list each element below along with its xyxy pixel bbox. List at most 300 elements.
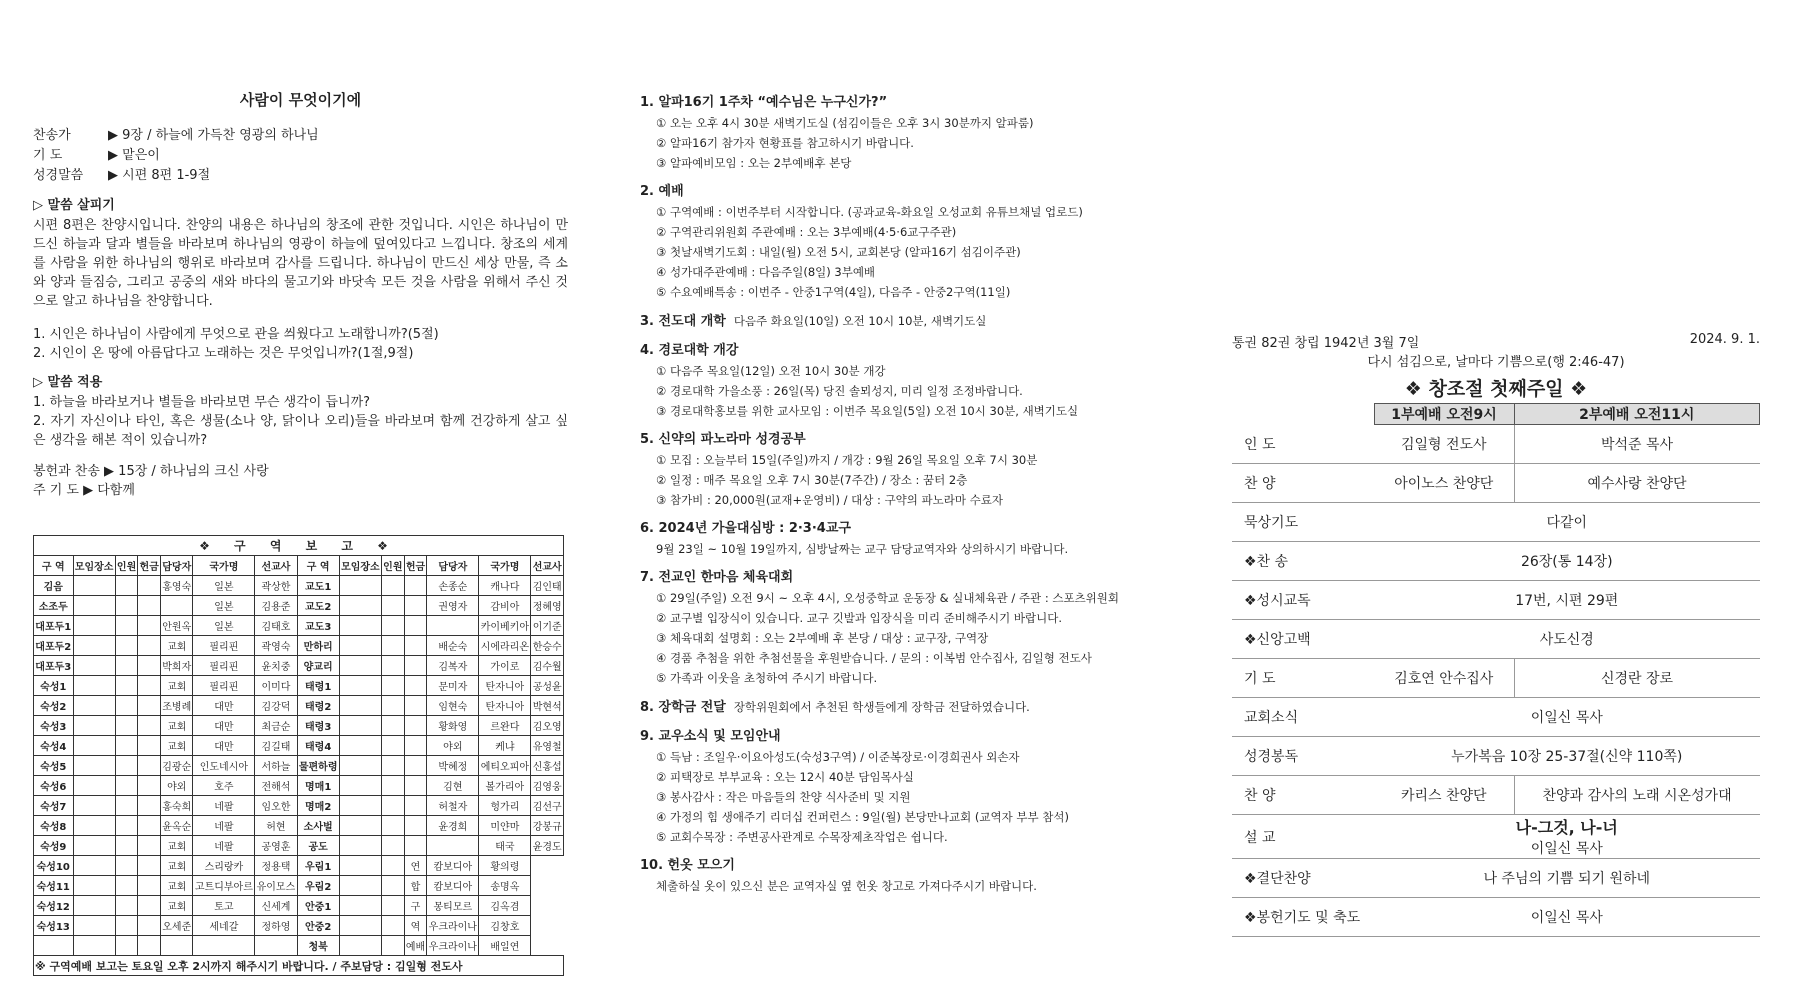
announcement-heading (640, 93, 1195, 113)
table-cell: 야외 (161, 776, 193, 796)
table-cell: 김태호 (255, 616, 297, 636)
table-cell (404, 676, 427, 696)
table-cell (73, 736, 115, 756)
table-cell (404, 796, 427, 816)
table-cell: 태령2 (297, 696, 339, 716)
service-label: 인 도 (1232, 425, 1374, 464)
table-cell: 네팔 (193, 836, 255, 856)
table-cell (73, 676, 115, 696)
table-cell: 양교리 (297, 656, 339, 676)
table-cell (138, 876, 161, 896)
service-row (1232, 737, 1760, 776)
table-row (34, 796, 564, 816)
table-cell: 캄보디아 (427, 876, 479, 896)
service1-header: 1부예배 오전9시 (1374, 404, 1514, 425)
table-cell (138, 676, 161, 696)
table-cell (138, 796, 161, 816)
table-cell (382, 756, 405, 776)
table-cell (115, 836, 138, 856)
announcement-line: ② 피택장로 부부교육 : 오는 12시 40분 담임목사실 (656, 770, 914, 784)
announcement-title: 8. 장학금 전달 (640, 700, 726, 715)
table-cell: 정용택 (255, 856, 297, 876)
table-cell: 최금순 (255, 716, 297, 736)
table-cell: 연 (404, 856, 427, 876)
table-cell (339, 656, 381, 676)
table-cell: 숙성8 (34, 816, 74, 836)
report-header-cell: 선교사 (255, 556, 297, 576)
report-header-cell: 헌금 (404, 556, 427, 576)
service-value-1: 아이노스 찬양단 (1374, 464, 1514, 503)
table-cell (339, 576, 381, 596)
service-value: 나 주님의 기쁨 되기 원하네 (1374, 859, 1760, 898)
hymn-row (33, 126, 568, 146)
table-cell (339, 736, 381, 756)
table-cell (382, 596, 405, 616)
table-cell (115, 716, 138, 736)
table-cell (382, 836, 405, 856)
table-cell: 김광순 (161, 756, 193, 776)
service-label: 설 교 (1232, 815, 1374, 859)
table-cell: 숙성11 (34, 876, 74, 896)
table-cell: 송명옥 (479, 876, 531, 896)
announcement-title: 3. 전도대 개학 (640, 314, 726, 329)
empty-cell (1232, 404, 1374, 425)
table-cell (138, 916, 161, 936)
table-cell: 숙성3 (34, 716, 74, 736)
table-cell: 숙성9 (34, 836, 74, 856)
table-cell: 세네갈 (193, 916, 255, 936)
table-cell: 김음 (34, 576, 74, 596)
table-cell (73, 636, 115, 656)
service-value-2: 박석준 목사 (1514, 425, 1759, 464)
table-cell: 곽영숙 (255, 636, 297, 656)
table-cell: 몽티모르 (427, 896, 479, 916)
announcement-heading (640, 430, 1195, 450)
table-cell (73, 896, 115, 916)
table-cell: 탄자니아 (479, 696, 531, 716)
service-label: ❖성시교독 (1232, 581, 1374, 620)
table-cell: 카이베키아 (479, 616, 531, 636)
table-cell: 김옥겸 (479, 896, 531, 916)
table-cell (73, 816, 115, 836)
table-cell: 우크라이나 (427, 916, 479, 936)
table-cell (404, 836, 427, 856)
table-cell: 필리핀 (193, 636, 255, 656)
table-cell (115, 736, 138, 756)
service-label: 기 도 (1232, 659, 1374, 698)
table-cell (73, 616, 115, 636)
section-heading: ▷ 말씀 적용 (33, 375, 103, 390)
report-header-cell: 선교사 (531, 556, 564, 576)
service-label: ❖신앙고백 (1232, 620, 1374, 659)
announcement-inline: 다음주 화요일(10일) 오전 10시 10분, 새벽기도실 (733, 314, 987, 328)
table-cell (382, 616, 405, 636)
table-cell (382, 896, 405, 916)
table-cell: 물편하령 (297, 756, 339, 776)
announcement-line: ② 경로대학 가을소풍 : 26일(목) 당진 솔뫼성지, 미리 일정 조정바랍니다. (656, 384, 1023, 398)
table-cell: 오세준 (161, 916, 193, 936)
report-header-cell: 모임장소 (339, 556, 381, 576)
table-cell (404, 696, 427, 716)
service-row (1232, 659, 1760, 698)
table-cell: 우림2 (297, 876, 339, 896)
table-cell: 필리핀 (193, 676, 255, 696)
table-cell: 대포두2 (34, 636, 74, 656)
table-cell: 한승수 (531, 636, 564, 656)
table-cell (115, 856, 138, 876)
table-cell: 안중1 (297, 896, 339, 916)
service-label: ❖봉헌기도 및 축도 (1232, 898, 1374, 937)
table-cell: 정하영 (255, 916, 297, 936)
table-cell (73, 696, 115, 716)
service-row (1232, 425, 1760, 464)
lords-prayer-line: 주 기 도 ▶ 다함께 (33, 483, 135, 498)
table-cell (193, 936, 255, 956)
table-cell: 임오한 (255, 796, 297, 816)
table-cell (73, 916, 115, 936)
prayer-row (33, 146, 568, 166)
service-value: 사도신경 (1374, 620, 1760, 659)
announcement-line: ③ 알파예비모임 : 오는 2부예배후 본당 (656, 156, 852, 170)
table-cell (404, 736, 427, 756)
table-cell (404, 816, 427, 836)
service-value: 다같이 (1374, 503, 1760, 542)
table-cell: 합 (404, 876, 427, 896)
announcement-title: 5. 신약의 파노라마 성경공부 (640, 432, 806, 447)
table-cell: 청북 (297, 936, 339, 956)
table-cell (115, 896, 138, 916)
announcement-heading (640, 519, 1195, 539)
table-cell (382, 856, 405, 876)
volume-info: 통권 82권 창립 1942년 3월 7일 (1232, 336, 1420, 351)
table-cell (115, 636, 138, 656)
table-cell: 전해석 (255, 776, 297, 796)
table-cell: 정혜영 (531, 596, 564, 616)
table-cell: 태령4 (297, 736, 339, 756)
section-heading: ▷ 말씀 살피기 (33, 198, 115, 213)
table-cell: 서하늘 (255, 756, 297, 776)
announcement-line: ① 득남 : 조일우·이요아성도(숙성3구역) / 이준복장로·이경희권사 외손자 (656, 750, 1020, 764)
announcement-line: ① 다음주 목요일(12일) 오전 10시 30분 개강 (656, 364, 886, 378)
service-label: 찬 양 (1232, 464, 1374, 503)
table-cell: 김오영 (531, 716, 564, 736)
table-cell: 태국 (479, 836, 531, 856)
table-cell (339, 856, 381, 876)
table-cell (382, 816, 405, 836)
hymn-value: ▶ 9장 / 하늘에 가득찬 영광의 하나님 (108, 128, 319, 143)
table-row (34, 576, 564, 596)
table-cell: 박현석 (531, 696, 564, 716)
table-cell (138, 716, 161, 736)
report-footer: ※ 구역예배 보고는 토요일 오후 2시까지 해주시기 바랍니다. / 주보담당 : 김일형 전도사 (34, 956, 564, 976)
announcement-line: ③ 첫날새벽기도회 : 내일(월) 오전 5시, 교회본당 (알파16기 섬김이주관) (656, 245, 1021, 259)
week-title: ❖ 창조절 첫째주일 ❖ (1404, 378, 1588, 400)
table-cell (339, 896, 381, 916)
table-cell: 우크라이나 (427, 936, 479, 956)
table-cell (382, 696, 405, 716)
hymn-label: 찬송가 (33, 128, 71, 143)
preacher: 이일신 목사 (1530, 841, 1603, 857)
table-cell: 윤경희 (427, 816, 479, 836)
table-cell: 캄보디아 (427, 856, 479, 876)
announcement-title: 4. 경로대학 개강 (640, 343, 739, 358)
table-cell: 탄자니아 (479, 676, 531, 696)
table-cell: 태령1 (297, 676, 339, 696)
table-cell (339, 776, 381, 796)
table-cell (339, 936, 381, 956)
announcement-inline: 장학위원회에서 추천된 학생들에게 장학금 전달하였습니다. (733, 700, 1030, 714)
table-cell: 김복자 (427, 656, 479, 676)
table-row (34, 816, 564, 836)
announcement-title: 2. 예배 (640, 184, 684, 199)
table-cell (73, 656, 115, 676)
table-cell: 명매2 (297, 796, 339, 816)
table-cell (339, 676, 381, 696)
question: 2. 시인이 온 땅에 아름답다고 노래하는 것은 무엇입니까?(1절,9절) (33, 346, 414, 361)
table-cell (34, 936, 74, 956)
announcement-title: 10. 헌옷 모으기 (640, 858, 735, 873)
table-cell (339, 756, 381, 776)
table-cell: 윤치중 (255, 656, 297, 676)
table-cell: 교회 (161, 836, 193, 856)
service-row (1232, 859, 1760, 898)
page-title: 사람이 무엇이기에 (239, 91, 362, 109)
announcement-line: ① 오는 오후 4시 30분 새벽기도실 (섬김이들은 오후 3시 30분까지 알파룸) (656, 116, 1034, 130)
paragraph: 시편 8편은 찬양시입니다. 찬양의 내용은 하나님의 창조에 관한 것입니다. 시인은 하나님이 만드신 하늘과 달과 별들을 바라보며 하나님의 영광이 하늘에 덮여있다고 느낍니다. 창조의 세계를 사람을 위한 하나님의 행위로 바라보며 감사를 드립니다. 하나님이 만드신 세상 만물, 즉 소와 양과 들짐승, 그리고 공중의 새와 바다의 물고기와 바닷속 모든 것을 사람을 위해서 주신 것으로 알고 하나님을 찬양합니다. (33, 218, 568, 309)
table-cell (138, 936, 161, 956)
announcement-title: 1. 알파16기 1주차 “예수님은 누구신가?” (640, 95, 888, 110)
table-cell (404, 616, 427, 636)
announcement-heading (640, 568, 1195, 588)
announcement-line: 체출하실 옷이 있으신 분은 교역자실 옆 헌옷 창고로 가져다주시기 바랍니다. (656, 879, 1037, 893)
table-cell: 일본 (193, 616, 255, 636)
table-cell: 신세계 (255, 896, 297, 916)
table-cell (339, 836, 381, 856)
table-cell: 교회 (161, 736, 193, 756)
service-value-2: 신경란 장로 (1514, 659, 1759, 698)
table-cell (404, 716, 427, 736)
service-header (1232, 404, 1760, 425)
announcement-heading (640, 341, 1195, 361)
masthead (1232, 332, 1760, 351)
report-header-row (34, 556, 564, 576)
table-cell: 대포두3 (34, 656, 74, 676)
table-cell (382, 676, 405, 696)
table-cell: 가이로 (479, 656, 531, 676)
table-cell: 곽상한 (255, 576, 297, 596)
table-cell: 이미다 (255, 676, 297, 696)
service-value: 누가복음 10장 25-37절(신약 110쪽) (1374, 737, 1760, 776)
table-cell (138, 896, 161, 916)
table-cell (73, 856, 115, 876)
table-cell (115, 656, 138, 676)
table-cell (339, 916, 381, 936)
table-cell (161, 936, 193, 956)
table-cell: 캐나다 (479, 576, 531, 596)
table-cell: 케냐 (479, 736, 531, 756)
report-header-cell: 국가명 (479, 556, 531, 576)
table-cell: 필리핀 (193, 656, 255, 676)
service-label: 묵상기도 (1232, 503, 1374, 542)
announcement-line: ① 모집 : 오늘부터 15일(주일)까지 / 개강 : 9월 26일 목요일 오후 7시 30분 (656, 453, 1038, 467)
table-cell (404, 576, 427, 596)
report-header-cell: 모임장소 (73, 556, 115, 576)
table-cell (73, 576, 115, 596)
announcement-line: ② 알파16기 참가자 현황표를 참고하시기 바랍니다. (656, 136, 914, 150)
table-cell: 김수월 (531, 656, 564, 676)
service-label: 교회소식 (1232, 698, 1374, 737)
report-header-cell: 헌금 (138, 556, 161, 576)
table-cell (427, 616, 479, 636)
table-cell (382, 876, 405, 896)
table-cell: 교도3 (297, 616, 339, 636)
table-cell (382, 716, 405, 736)
table-cell: 교회 (161, 716, 193, 736)
table-cell: 미얀마 (479, 816, 531, 836)
table-cell (339, 636, 381, 656)
table-cell: 숙성6 (34, 776, 74, 796)
scripture-row (33, 166, 568, 186)
table-row (34, 596, 564, 616)
offering-line: 봉헌과 찬송 ▶ 15장 / 하나님의 크신 사랑 (33, 464, 269, 479)
table-cell (382, 936, 405, 956)
table-cell (115, 756, 138, 776)
table-cell: 김인태 (531, 576, 564, 596)
table-cell: 인도네시아 (193, 756, 255, 776)
table-row (34, 896, 564, 916)
report-caption: ❖ 구 역 보 고 ❖ (34, 536, 564, 556)
sermon-title: 나-그것, 나-너 (1515, 818, 1618, 837)
announcement-line: ④ 가정의 힘 생애주기 리더십 컨퍼런스 : 9일(월) 본당만나교회 (교역자 부부 참석) (656, 810, 1069, 824)
table-cell: 허현 (255, 816, 297, 836)
announcement-heading (640, 727, 1195, 747)
table-cell: 김영웅 (531, 776, 564, 796)
table-cell (138, 776, 161, 796)
table-cell (382, 796, 405, 816)
table-row (34, 776, 564, 796)
table-cell: 임현숙 (427, 696, 479, 716)
table-row (34, 616, 564, 636)
service-value: 이일신 목사 (1374, 898, 1760, 937)
report-header-cell: 구 역 (34, 556, 74, 576)
table-cell: 예배 (404, 936, 427, 956)
scripture-label: 성경말씀 (33, 168, 84, 183)
table-cell (339, 796, 381, 816)
table-cell: 교도1 (297, 576, 339, 596)
table-cell (73, 596, 115, 616)
table-cell (115, 616, 138, 636)
table-cell (382, 636, 405, 656)
table-cell (73, 876, 115, 896)
worship-order (1232, 0, 1760, 937)
motto: 다시 섬김으로, 날마다 기쁨으로(행 2:46-47) (1367, 355, 1625, 370)
table-cell (404, 636, 427, 656)
announcements (640, 84, 1195, 896)
table-cell (115, 876, 138, 896)
announcement-line: ① 29일(주일) 오전 9시 ~ 오후 4시, 오성중학교 운동장 & 실내체육관 / 주관 : 스포츠위원회 (656, 591, 1120, 605)
scripture-value: ▶ 시편 8편 1-9절 (108, 168, 211, 183)
announcement-line: ② 일정 : 매주 목요일 오후 7시 30분(7주간) / 장소 : 꿈터 2층 (656, 473, 968, 487)
district-report-table (33, 535, 564, 976)
report-header-cell: 국가명 (193, 556, 255, 576)
announcement-title: 9. 교우소식 및 모임안내 (640, 729, 781, 744)
table-cell: 박희자 (161, 656, 193, 676)
table-cell: 김선구 (531, 796, 564, 816)
table-cell (73, 776, 115, 796)
table-cell (115, 796, 138, 816)
table-cell: 황화영 (427, 716, 479, 736)
table-cell: 시에라리온 (479, 636, 531, 656)
service-value-1: 김호연 안수집사 (1374, 659, 1514, 698)
table-cell: 헝가리 (479, 796, 531, 816)
table-cell: 김강덕 (255, 696, 297, 716)
table-cell (138, 656, 161, 676)
announcement-line: ③ 경로대학홍보를 위한 교사모임 : 이번주 목요일(5일) 오전 10시 30분, 새벽기도실 (656, 404, 1079, 418)
table-cell: 숙성13 (34, 916, 74, 936)
table-cell: 교회 (161, 676, 193, 696)
service-value: 26장(통 14장) (1374, 542, 1760, 581)
table-cell: 호주 (193, 776, 255, 796)
table-cell (138, 596, 161, 616)
table-row (34, 876, 564, 896)
table-cell (115, 936, 138, 956)
table-cell: 역 (404, 916, 427, 936)
service-value-1: 카리스 찬양단 (1374, 776, 1514, 815)
table-cell: 일본 (193, 596, 255, 616)
table-cell: 교회 (161, 896, 193, 916)
table-cell (404, 756, 427, 776)
table-row (34, 916, 564, 936)
table-cell: 유영철 (531, 736, 564, 756)
announcement-heading (640, 182, 1195, 202)
table-cell (138, 856, 161, 876)
table-cell: 스리랑카 (193, 856, 255, 876)
table-cell: 르완다 (479, 716, 531, 736)
table-cell: 숙성1 (34, 676, 74, 696)
table-cell: 숙성2 (34, 696, 74, 716)
table-cell (339, 696, 381, 716)
announcement-line: ① 구역예배 : 이번주부터 시작합니다. (공과교육-화요일 오성교회 유튜브채널 업로드) (656, 205, 1083, 219)
announcement-line: ⑤ 교회수목장 : 주변공사관계로 수목장제초작업은 쉽니다. (656, 830, 948, 844)
announcement-line: ③ 참가비 : 20,000원(교재+운영비) / 대상 : 구약의 파노라마 수료자 (656, 493, 1003, 507)
table-cell (115, 596, 138, 616)
table-cell: 볼가리아 (479, 776, 531, 796)
table-cell (115, 576, 138, 596)
service-label: 성경봉독 (1232, 737, 1374, 776)
table-cell (115, 776, 138, 796)
table-cell (138, 816, 161, 836)
table-row (34, 676, 564, 696)
announcement-heading (640, 311, 1195, 332)
table-cell (73, 716, 115, 736)
table-cell: 홍영숙 (161, 576, 193, 596)
service-value-2: 찬양과 감사의 노래 시온성가대 (1514, 776, 1759, 815)
table-cell: 문미자 (427, 676, 479, 696)
table-cell (339, 596, 381, 616)
table-cell: 안원옥 (161, 616, 193, 636)
table-cell: 교회 (161, 636, 193, 656)
table-cell: 안중2 (297, 916, 339, 936)
table-cell: 강봉규 (531, 816, 564, 836)
table-cell (138, 696, 161, 716)
table-row (34, 736, 564, 756)
service-row (1232, 776, 1760, 815)
table-cell (339, 876, 381, 896)
table-cell (115, 816, 138, 836)
service-value (1374, 815, 1760, 859)
service-value-2: 예수사랑 찬양단 (1514, 464, 1759, 503)
service-value: 17번, 시편 29편 (1374, 581, 1760, 620)
